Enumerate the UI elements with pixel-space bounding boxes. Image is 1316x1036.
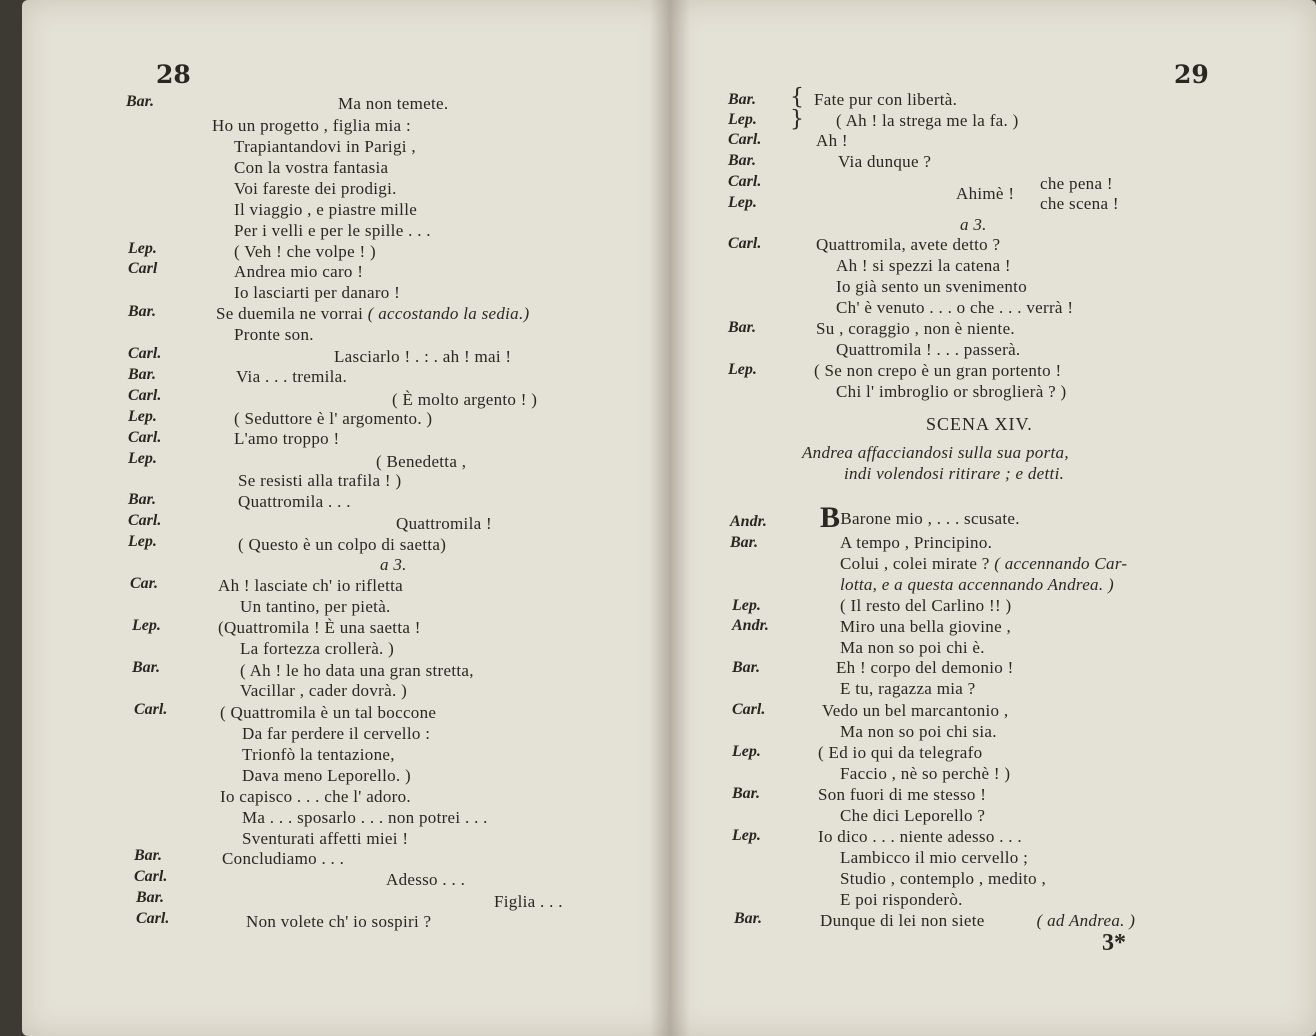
verse-line: Fate pur con libertà. bbox=[814, 90, 958, 109]
verse-line: Da far perdere il cervello : bbox=[242, 724, 431, 743]
speaker-label: Bar. bbox=[728, 152, 757, 169]
verse-line: Ma non so poi chi sia. bbox=[840, 722, 997, 741]
speaker-label: Lep. bbox=[128, 240, 157, 257]
speaker-label: Bar. bbox=[730, 534, 759, 551]
verse-line bbox=[820, 501, 1020, 534]
verse-line: L'amo troppo ! bbox=[234, 429, 340, 448]
verse-line: Via dunque ? bbox=[838, 152, 932, 171]
verse-line: ( Ah ! le ho data una gran stretta, bbox=[240, 661, 474, 680]
verse-line: Lambicco il mio cervello ; bbox=[840, 848, 1029, 867]
verse-line: Un tantino, per pietà. bbox=[240, 597, 391, 616]
speaker-label: Bar. bbox=[734, 910, 763, 927]
verse-line: Quattromila . . . bbox=[238, 492, 351, 511]
speaker-label: Bar. bbox=[128, 366, 157, 383]
verse-line: Dunque di lei non siete ( ad Andrea. ) bbox=[820, 911, 1136, 930]
verse-text: Barone mio , . . . scusate. bbox=[840, 509, 1020, 528]
speaker-label: Bar. bbox=[732, 659, 761, 676]
verse-line: Ah ! si spezzi la catena ! bbox=[836, 256, 1011, 275]
verse-line: Eh ! corpo del demonio ! bbox=[836, 658, 1014, 677]
verse-line: Se resisti alla trafila ! ) bbox=[238, 471, 402, 490]
speaker-label: Carl. bbox=[728, 235, 762, 252]
speaker-label: Lep. bbox=[132, 617, 161, 634]
verse-line: Vedo un bel marcantonio , bbox=[822, 701, 1009, 720]
speaker-label: Bar. bbox=[126, 93, 155, 110]
verse-line: Ho un progetto , figlia mia : bbox=[212, 116, 411, 135]
speaker-label: Bar. bbox=[134, 847, 163, 864]
verse-line: Miro una bella giovine , bbox=[840, 617, 1012, 636]
speaker-label: Bar. bbox=[728, 319, 757, 336]
verse-line: ( Benedetta , bbox=[376, 452, 467, 471]
verse-line: ( È molto argento ! ) bbox=[392, 390, 538, 409]
speaker-label: Carl. bbox=[134, 868, 168, 885]
speaker-label: Lep. bbox=[732, 743, 761, 760]
verse-line: Pronte son. bbox=[234, 325, 314, 344]
verse-line: Ma non so poi chi è. bbox=[840, 638, 985, 657]
drop-cap: B bbox=[820, 501, 841, 534]
speaker-label: Carl. bbox=[128, 429, 162, 446]
speaker-label: Carl bbox=[128, 260, 158, 277]
page-number-left: 28 bbox=[156, 60, 191, 89]
stage-direction: lotta, e a questa accennando Andrea. ) bbox=[840, 575, 1114, 594]
speaker-label: Lep. bbox=[732, 597, 761, 614]
verse-line: Vacillar , cader dovrà. ) bbox=[240, 681, 408, 700]
verse-line: Trionfò la tentazione, bbox=[242, 745, 395, 764]
speaker-label: Lep. bbox=[128, 408, 157, 425]
verse-line: Colui , colei mirate ? ( accennando Car- bbox=[840, 554, 1128, 573]
verse-line: Io lasciarti per danaro ! bbox=[234, 283, 401, 302]
signature-mark: 3* bbox=[1102, 930, 1126, 956]
speaker-label: Car. bbox=[130, 575, 159, 592]
verse-line: Son fuori di me stesso ! bbox=[818, 785, 987, 804]
speaker-label: Bar. bbox=[136, 889, 165, 906]
verse-line: Il viaggio , e piastre mille bbox=[234, 200, 418, 219]
speaker-label: Lep. bbox=[732, 827, 761, 844]
page-number-right: 29 bbox=[1174, 60, 1209, 89]
verse-line: Quattromila ! bbox=[396, 514, 492, 533]
verse-line: Che dici Leporello ? bbox=[840, 806, 986, 825]
verse-line: Studio , contemplo , medito , bbox=[840, 869, 1047, 888]
verse-line: Io già sento un svenimento bbox=[836, 277, 1027, 296]
verse-line: che pena ! bbox=[1040, 174, 1113, 193]
verse-line: Trapiantandovi in Parigi , bbox=[234, 137, 416, 156]
verse-line: Andrea mio caro ! bbox=[234, 262, 364, 281]
verse-line: Figlia . . . bbox=[494, 892, 563, 911]
verse-line: Per i velli e per le spille . . . bbox=[234, 221, 431, 240]
speaker-label: Carl. bbox=[128, 512, 162, 529]
verse-line: ( Quattromila è un tal boccone bbox=[220, 703, 437, 722]
verse-line: Quattromila, avete detto ? bbox=[816, 235, 1001, 254]
verse-line: Faccio , nè so perchè ! ) bbox=[840, 764, 1011, 783]
speaker-label: Bar. bbox=[728, 91, 757, 108]
left-page bbox=[22, 0, 670, 1036]
verse-line: Sventurati affetti miei ! bbox=[242, 829, 409, 848]
speaker-label: Lep. bbox=[728, 361, 757, 378]
verse-line: Ah ! bbox=[816, 131, 848, 150]
verse-line: Via . . . tremila. bbox=[236, 367, 348, 386]
verse-line: Adesso . . . bbox=[386, 870, 466, 889]
verse-line: ( Il resto del Carlino !! ) bbox=[840, 596, 1012, 615]
verse-line: Voi fareste dei prodigi. bbox=[234, 179, 397, 198]
verse-line: Concludiamo . . . bbox=[222, 849, 345, 868]
verse-line: Con la vostra fantasia bbox=[234, 158, 389, 177]
speaker-label: Carl. bbox=[128, 387, 162, 404]
speaker-label: Carl. bbox=[728, 173, 762, 190]
brace-mark: } bbox=[790, 107, 804, 132]
speaker-label: Lep. bbox=[728, 194, 757, 211]
verse-line: Lasciarlo ! . : . ah ! mai ! bbox=[334, 347, 512, 366]
stage-direction: indi volendosi ritirare ; e detti. bbox=[844, 464, 1065, 483]
speaker-label: Lep. bbox=[128, 533, 157, 550]
speaker-label: Bar. bbox=[128, 491, 157, 508]
scene-heading: SCENA XIV. bbox=[926, 414, 1033, 434]
verse-line: che scena ! bbox=[1040, 194, 1119, 213]
verse-line: ( Seduttore è l' argomento. ) bbox=[234, 409, 433, 428]
verse-line: Se duemila ne vorrai ( accostando la sedia.) bbox=[216, 304, 530, 323]
verse-line: ( Questo è un colpo di saetta) bbox=[238, 535, 447, 554]
verse-line: La fortezza crollerà. ) bbox=[240, 639, 395, 658]
verse-line: a 3. bbox=[960, 215, 987, 234]
speaker-label: Bar. bbox=[128, 303, 157, 320]
verse-line: Ma non temete. bbox=[338, 94, 449, 113]
verse-line: Su , coraggio , non è niente. bbox=[816, 319, 1015, 338]
brace-mark: { bbox=[790, 85, 804, 110]
verse-line: Io dico . . . niente adesso . . . bbox=[818, 827, 1022, 846]
speaker-label: Bar. bbox=[732, 785, 761, 802]
speaker-label: Carl. bbox=[134, 701, 168, 718]
stage-direction: Andrea affacciandosi sulla sua porta, bbox=[802, 443, 1069, 462]
verse-line: a 3. bbox=[380, 555, 407, 574]
verse-line: (Quattromila ! È una saetta ! bbox=[218, 618, 421, 637]
speaker-label: Bar. bbox=[132, 659, 161, 676]
speaker-label: Andr. bbox=[732, 617, 769, 634]
speaker-label: Carl. bbox=[728, 131, 762, 148]
verse-line: Quattromila ! . . . passerà. bbox=[836, 340, 1021, 359]
speaker-label: Carl. bbox=[128, 345, 162, 362]
verse-line: ( Ed io qui da telegrafo bbox=[818, 743, 983, 762]
verse-line: Chi l' imbroglio or sbroglierà ? ) bbox=[836, 382, 1067, 401]
speaker-label: Lep. bbox=[728, 111, 757, 128]
verse-line: Dava meno Leporello. ) bbox=[242, 766, 411, 785]
verse-line: Ma . . . sposarlo . . . non potrei . . . bbox=[242, 808, 488, 827]
verse-line: Ch' è venuto . . . o che . . . verrà ! bbox=[836, 298, 1074, 317]
speaker-label: Lep. bbox=[128, 450, 157, 467]
speaker-label: Carl. bbox=[732, 701, 766, 718]
verse-line: Non volete ch' io sospiri ? bbox=[246, 912, 432, 931]
speaker-label: Carl. bbox=[136, 910, 170, 927]
verse-line: Ahimè ! bbox=[956, 184, 1015, 203]
verse-line: Io capisco . . . che l' adoro. bbox=[220, 787, 411, 806]
verse-line: ( Ah ! la strega me la fa. ) bbox=[836, 111, 1019, 130]
verse-line: E tu, ragazza mia ? bbox=[840, 679, 976, 698]
verse-line: ( Se non crepo è un gran portento ! bbox=[814, 361, 1062, 380]
verse-line: ( Veh ! che volpe ! ) bbox=[234, 242, 376, 261]
verse-line: E poi risponderò. bbox=[840, 890, 963, 909]
speaker-label: Andr. bbox=[730, 513, 767, 530]
verse-line: Ah ! lasciate ch' io rifletta bbox=[218, 576, 403, 595]
right-page bbox=[670, 0, 1316, 1036]
verse-line: A tempo , Principino. bbox=[840, 533, 993, 552]
